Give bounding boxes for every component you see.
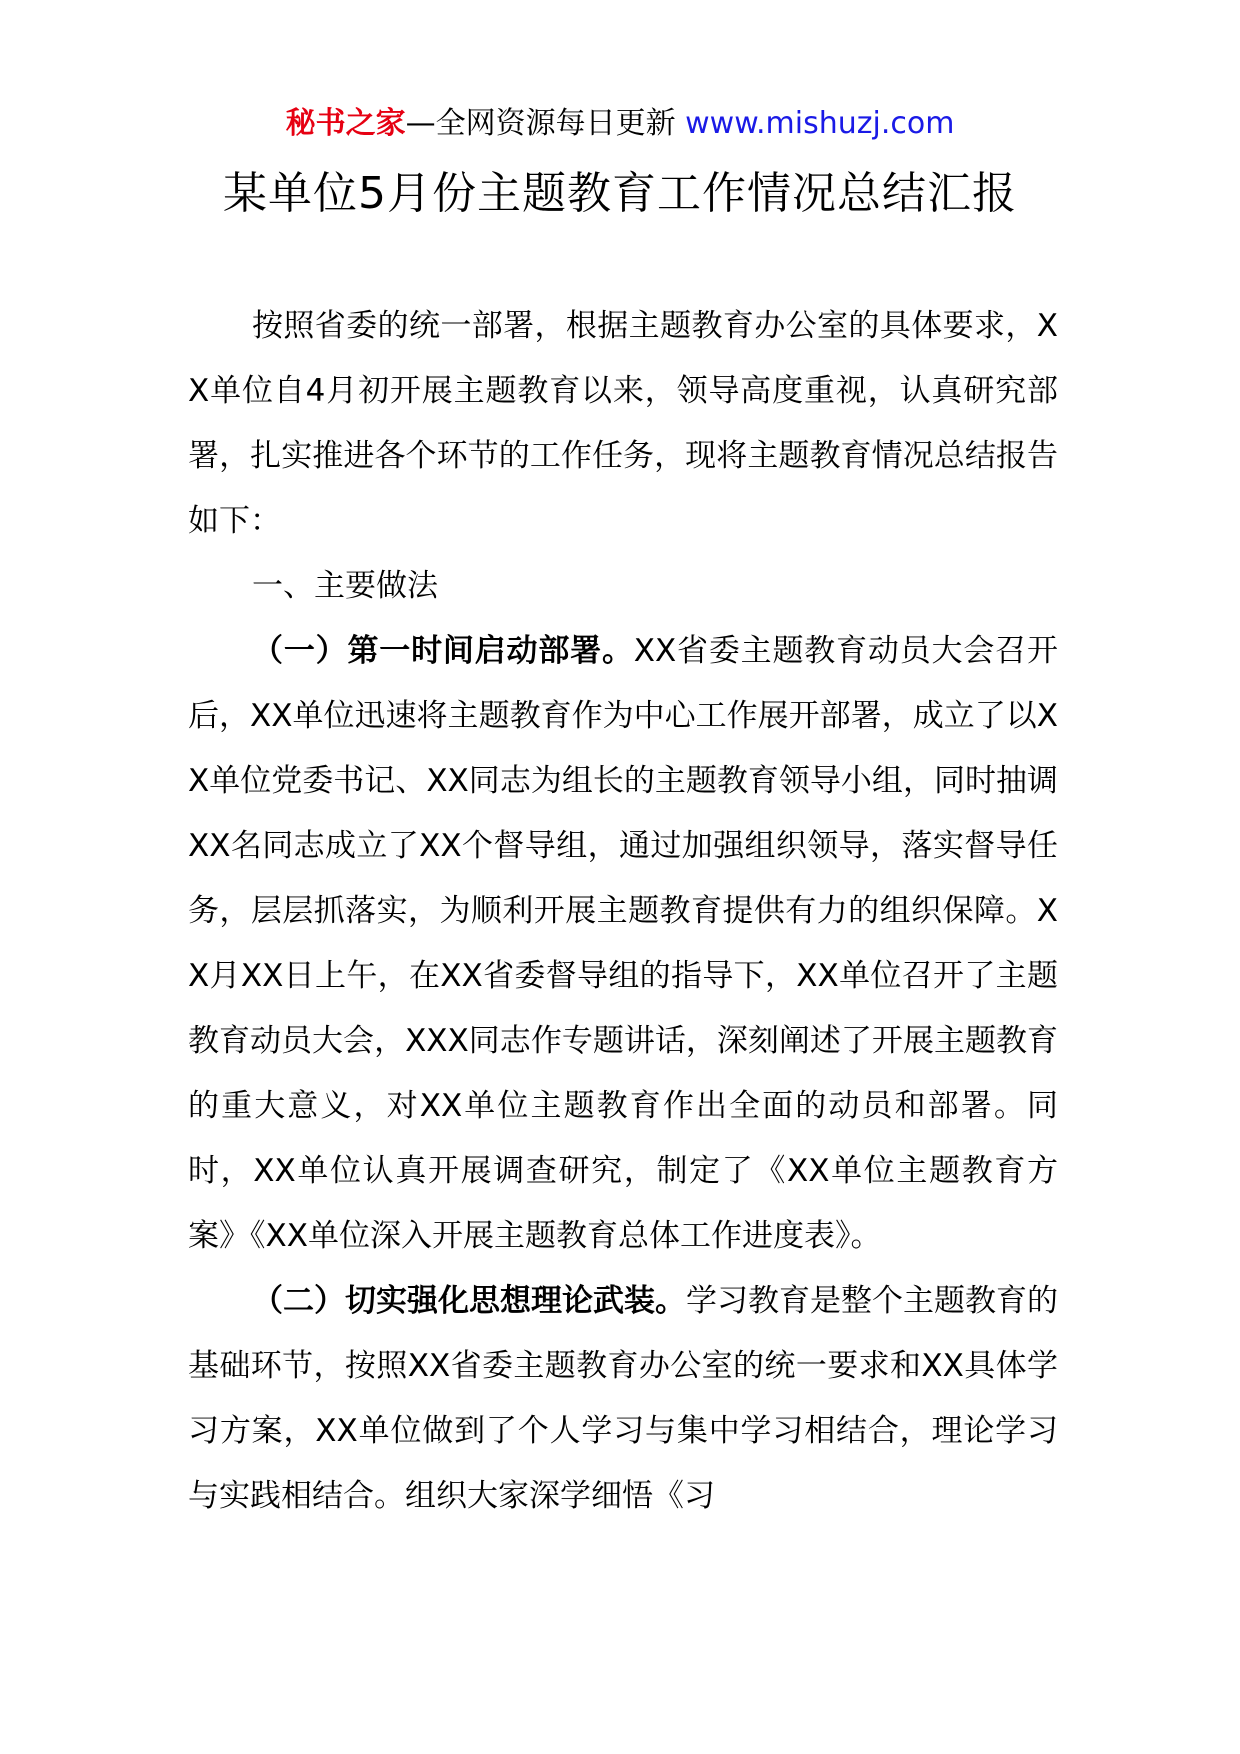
- paragraph-launch-deployment: [188, 619, 1058, 1269]
- paragraph-theory-study: [188, 1269, 1058, 1529]
- paragraph-theory-study-text: 学习教育是整个主题教育的基础环节，按照XX省委主题教育办公室的统一要求和XX具体学习方案，XX单位做到了个人学习与集中学习相结合，理论学习与实践相结合。组织大家深学细悟《习: [188, 1283, 1058, 1514]
- section-heading-main-practices: 一、主要做法: [252, 568, 438, 604]
- header-slogan: —全网资源每日更新: [405, 106, 676, 141]
- brand-name: 秘书之家: [285, 106, 406, 141]
- site-header: [0, 100, 1240, 148]
- document-body: [188, 294, 1058, 1529]
- document-title: 某单位5月份主题教育工作情况总结汇报: [223, 168, 1017, 219]
- site-url[interactable]: www.mishuzj.com: [685, 106, 955, 141]
- paragraph-launch-deployment-text: XX省委主题教育动员大会召开后，XX单位迅速将主题教育作为中心工作展开部署，成立了以XX单位党委书记、XX同志为组长的主题教育领导小组，同时抽调XX名同志成立了XX个督导组，通过加强组织领导，落实督导任务，层层抓落实，为顺利开展主题教育提供有力的组织保障。XX月XX日上午，在XX省委督导组的指导下，XX单位召开了主题教育动员大会，XXX同志作专题讲话，深刻阐述了开展主题教育的重大意义，对XX单位主题教育作出全面的动员和部署。同时，XX单位认真开展调查研究，制定了《XX单位主题教育方案》《XX单位深入开展主题教育总体工作进度表》。: [188, 633, 1058, 1254]
- subheading-launch-deployment: （一）第一时间启动部署。: [252, 633, 634, 669]
- subheading-theory-study: （二）切实强化思想理论武装。: [252, 1283, 686, 1319]
- intro-paragraph: 按照省委的统一部署，根据主题教育办公室的具体要求，XX单位自4月初开展主题教育以来，领导高度重视，认真研究部署，扎实推进各个环节的工作任务，现将主题教育情况总结报告如下：: [188, 308, 1058, 539]
